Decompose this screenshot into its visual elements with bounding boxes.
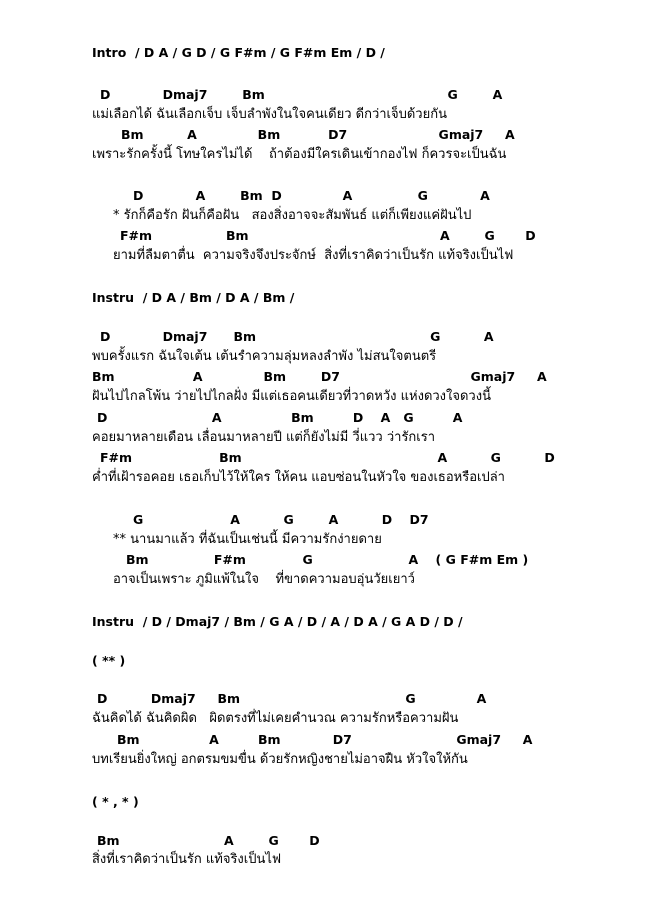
lyric-line: เพราะรักครั้งนี้ โทษใครไม่ได้ ถ้าต้องมีใครเดินเข้ากองไฟ ก็ควรจะเป็นฉัน (92, 147, 507, 162)
lyric-line: บทเรียนยิ่งใหญ่ อกตรมขมขื่น ด้วยรักหญิงชายไม่อาจฝืน หัวใจให้กัน (92, 752, 468, 767)
repeat-marker: ( * , * ) (92, 794, 139, 809)
chord-line: Bm A Bm D7 Gmaj7 A (92, 369, 547, 384)
lyric-line: * รักก็คือรัก ฝันก็คือฝัน สองสิ่งอาจจะสัมพันธ์ แต่ก็เพียงแค่ฝันไป (113, 208, 472, 223)
lyric-line: ยามที่ลืมตาตื่น ความจริงจึงประจักษ์ สิ่งที่เราคิดว่าเป็นรัก แท้จริงเป็นไฟ (113, 248, 514, 263)
instru-line: Instru / D / Dmaj7 / Bm / G A / D / A / D A / G A D / D / (92, 614, 463, 629)
lyric-line: ค่ำที่เฝ้ารอคอย เธอเก็บไว้ให้ใคร ให้คน แอบซ่อนในหัวใจ ของเธอหรือเปล่า (92, 470, 505, 485)
chord-line: Bm A G D (97, 833, 320, 848)
chord-line: G A G A D D7 (133, 512, 429, 527)
lyric-line: แม่เลือกได้ ฉันเลือกเจ็บ เจ็บลำพังในใจคนเดียว ดีกว่าเจ็บด้วยกัน (92, 107, 447, 122)
lyric-line: ** นานมาแล้ว ที่ฉันเป็นเช่นนี้ มีความรักง่ายดาย (113, 532, 382, 547)
chord-line: D Dmaj7 Bm G A (100, 329, 494, 344)
chord-line: D A Bm D A G A (97, 410, 463, 425)
lyric-line: พบครั้งแรก ฉันใจเต้น เต้นรำความลุ่มหลงลำพัง ไม่สนใจตนตรี (92, 349, 437, 364)
chord-line: D A Bm D A G A (133, 188, 490, 203)
chord-line: Bm F#m G A ( G F#m Em ) (126, 552, 529, 567)
chord-line: D Dmaj7 Bm G A (97, 691, 487, 706)
chord-line: Bm A Bm D7 Gmaj7 A (117, 732, 533, 747)
chord-line: F#m Bm A G D (100, 450, 555, 465)
chord-line: D Dmaj7 Bm G A (100, 87, 503, 102)
chord-line: Bm A Bm D7 Gmaj7 A (121, 127, 515, 142)
intro-line: Intro / D A / G D / G F#m / G F#m Em / D / (92, 45, 385, 60)
instru-line: Instru / D A / Bm / D A / Bm / (92, 290, 295, 305)
repeat-marker: ( ** ) (92, 653, 126, 668)
lyric-line: อาจเป็นเพราะ ภูมิแพ้ในใจ ที่ขาดความอบอุ่นวัยเยาว์ (113, 572, 415, 587)
lyric-line: สิ่งที่เราคิดว่าเป็นรัก แท้จริงเป็นไฟ (92, 852, 282, 867)
lyric-line: ฉันคิดได้ ฉันคิดผิด ผิดตรงที่ไม่เคยคำนวณ ความรักหรือความฝัน (92, 711, 459, 726)
lyric-line: คอยมาหลายเดือน เลื่อนมาหลายปี แต่ก็ยังไม่มี วี่แวว ว่ารักเรา (92, 430, 436, 445)
chord-line: F#m Bm A G D (120, 228, 536, 243)
lyric-line: ฝันไปไกลโพ้น ว่ายไปไกลฝั่ง มีแต่เธอคนเดียวที่วาดหวัง แห่งดวงใจดวงนี้ (92, 389, 491, 404)
